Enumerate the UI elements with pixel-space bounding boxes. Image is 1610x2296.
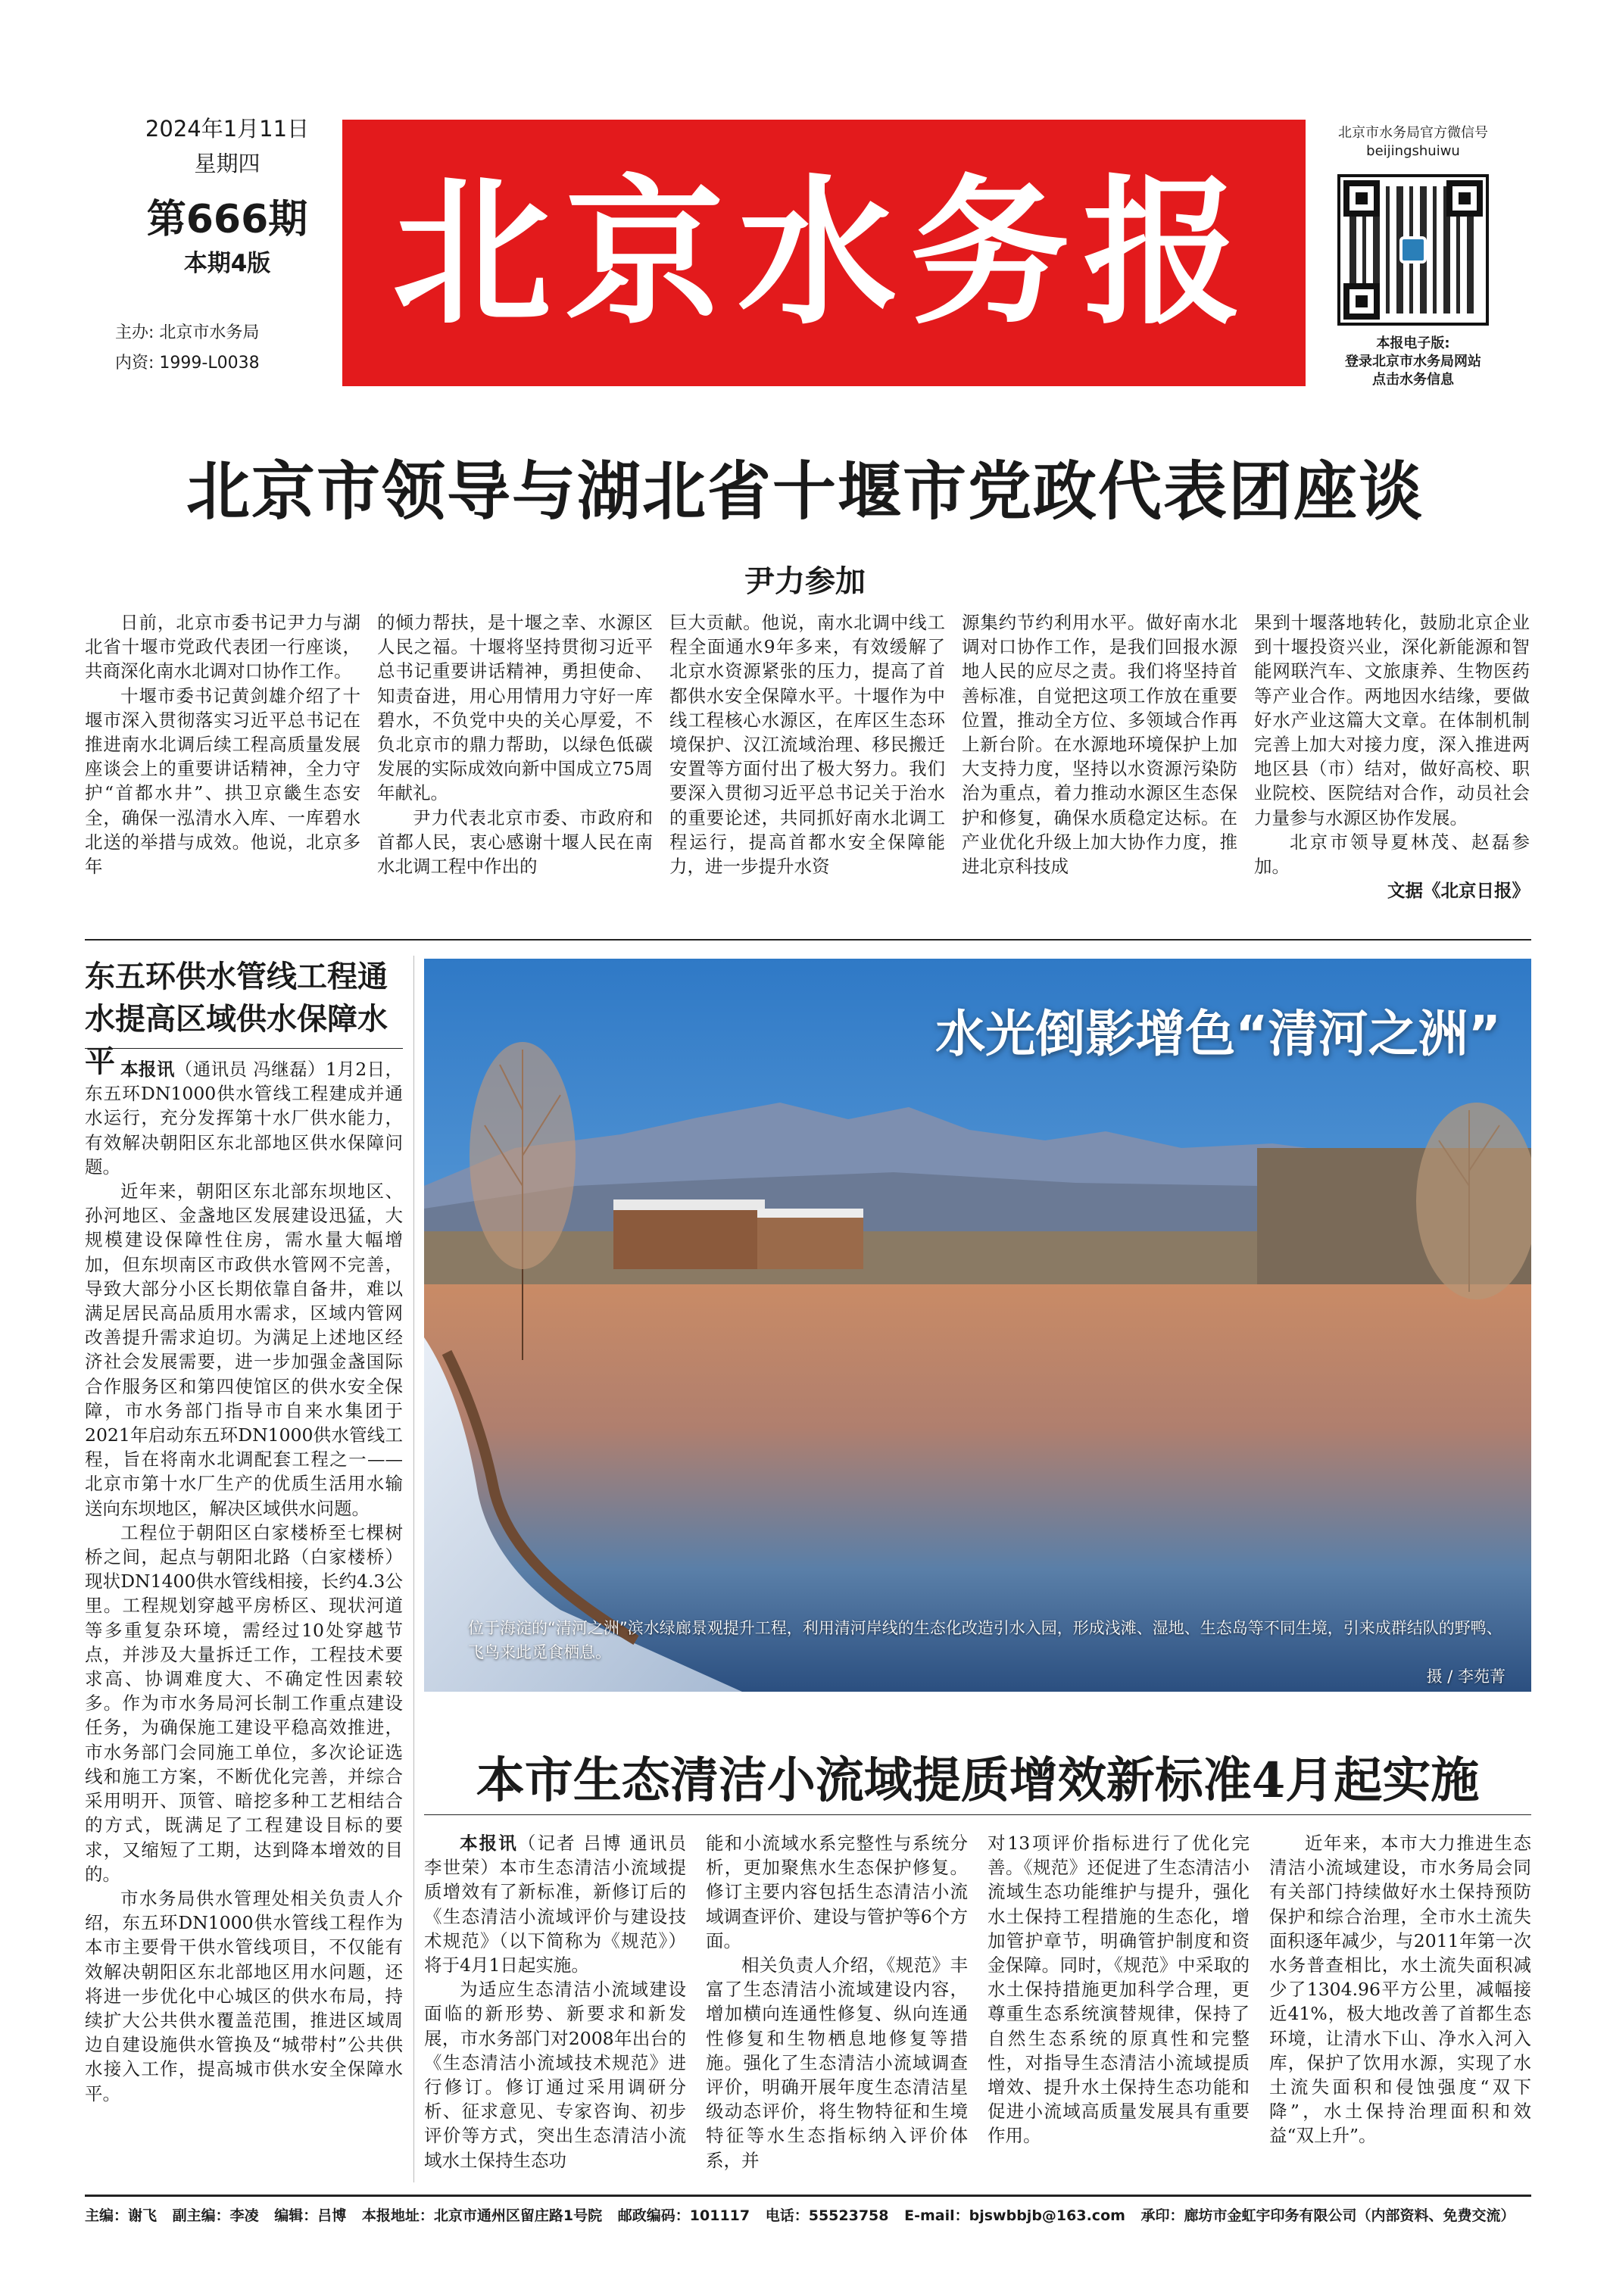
lead-paragraph: 尹力代表北京市委、市政府和首都人民，衷心感谢十堰人民在南水北调工程中作出的 [377, 806, 653, 878]
second-headline-rule [424, 1814, 1531, 1815]
epaper-label: 本报电子版: [1376, 335, 1450, 351]
lead-paragraph: 北京市领导夏林茂、赵磊参加。 [1254, 831, 1530, 878]
footer-postcode: 邮政编码：101117 [617, 2207, 750, 2224]
lead-column [377, 610, 653, 878]
footer-editor-in-chief: 主编：谢飞 [85, 2207, 158, 2224]
second-paragraph: 相关负责人介绍，《规范》丰富了生态清洁小流域建设内容，增加横向连通性修复、纵向连通性修复和生物栖息地修复等措施。强化了生态清洁小流域调查评价，明确开展年度生态清洁星级动态评价，将生物特征和生境特征等水生态指标纳入评价体系，并 [706, 1954, 968, 2171]
second-column [1269, 1831, 1531, 2148]
left-paragraph: 工程位于朝阳区白家楼桥至七棵树桥之间，起点与朝阳北路（白家楼桥）现状DN1400供水管线相接，长约4.3公里。工程规划穿越平房桥区、现状河道等多重复杂环境，需经过10处穿越节点，并涉及大量拆迁工作，工程技术要求高、协调难度大、不确定性因素较多。作为市水务局河长制工作重点建设任务，为确保施工建设平稳高效推进，市水务部门会同施工单位，多次论证选线和施工方案，不断优化完善，并综合采用明开、顶管、暗挖多种工艺相结合的方式，既满足了工程建设目标的要求，又缩短了工期，达到降本增效的目的。 [85, 1521, 403, 1885]
masthead-right [1322, 124, 1504, 389]
epaper-line3: 点击水务信息 [1372, 372, 1454, 388]
footer-email: E-mail：bjswbbjb@163.com [904, 2207, 1125, 2224]
lead-column [669, 610, 945, 878]
footer-editor: 编辑：吕博 [274, 2207, 347, 2224]
lead-paragraph: 的倾力帮扶，是十堰之幸、水源区人民之福。十堰将坚持贯彻习近平总书记重要讲话精神，勇担使命、知责奋进，用心用情用力守好一库碧水，不负党中央的关心厚爱，不负北京市的鼎力帮助，以绿色低碳发展的实际成效向新中国成立75周年献礼。 [377, 612, 653, 804]
left-paragraph: 市水务局供水管理处相关负责人介绍，东五环DN1000供水管线工程作为本市主要骨干供水管线项目，不仅能有效解决朝阳区东北部地区用水问题，还将进一步优化中心城区的供水布局，持续扩大公共供水覆盖范围，推进区域周边自建设施供水管换及“城带村”公共供水接入工作，提高城市供水安全保障水平。 [85, 1887, 403, 2104]
masthead-meta [115, 318, 260, 379]
lead-column [1254, 610, 1530, 903]
issue-number: 第666期 [146, 197, 308, 242]
second-byline-prefix: 本报讯 [460, 1833, 518, 1854]
byline-text: （通讯员 冯继磊）1月2日，东五环DN1000供水管线工程建成并通水运行，充分发挥第十水厂供水能力，有效解决朝阳区东北部地区供水保障问题。 [85, 1059, 404, 1178]
issue-pages: 本期4版 [183, 250, 271, 277]
newspaper-logo: 北京水务报 [392, 159, 1256, 346]
footer-deputy: 副主编：李凌 [172, 2207, 259, 2224]
photo-credit: 摄 / 李苑菁 [1426, 1667, 1505, 1686]
lead-paragraph: 巨大贡献。他说，南水北调中线工程全面通水9年多来，有效缓解了北京水资源紧张的压力，提高了首都供水安全保障水平。十堰作为中线工程核心水源区，在库区生态环境保护、汉江流域治理、移民搬迁安置等方面付出了极大努力。我们要深入贯彻习近平总书记关于治水的重要论述，共同抓好南水北调工程运行，提高首都水安全保障能力，进一步提升水资 [669, 612, 945, 878]
qr-code-icon[interactable] [1337, 174, 1489, 326]
second-byline-text: （记者 吕博 通讯员 李世荣）本市生态清洁小流域提质增效有了新标准，新修订后的《生态清洁小流域评价与建设技术规范》（以下简称为《规范》）将于4月1日起实施。 [424, 1833, 686, 1976]
lake-scene-image [424, 959, 1531, 1692]
second-paragraph: 对13项评价指标进行了优化完善。《规范》还促进了生态清洁小流域生态功能维护与提升，强化水土保持工程措施的生态化，增加管护章节，明确管护制度和资金保障。同时，《规范》中采取的水土保持措施更加科学合理，更尊重生态系统演替规律，保持了自然生态系统的原真性和完整性，对指导生态清洁小流域提质增效、提升水土保持生态功能和促进小流域高质量发展具有重要作用。 [988, 1833, 1250, 2147]
issue-weekday: 星期四 [194, 151, 261, 176]
byline-prefix: 本报讯 [120, 1059, 175, 1080]
lead-subhead: 尹力参加 [744, 564, 866, 599]
second-column [424, 1831, 686, 2173]
second-paragraph: 为适应生态清洁小流域建设面临的新形势、新要求和新发展，市水务部门对2008年出台的《生态清洁小流域技术规范》进行修订。修订通过采用调研分析、征求意见、专家咨询、初步评价等方式，突出生态清洁小流域水土保持生态功 [424, 1979, 686, 2171]
sponsor: 主办: 北京市水务局 [115, 323, 260, 342]
lead-column [962, 610, 1237, 878]
photo-title: 水光倒影增色“清河之洲” [935, 1005, 1501, 1063]
lead-paragraph: 日前，北京市委书记尹力与湖北省十堰市党政代表团一行座谈，共商深化南水北调对口协作工作。 [85, 612, 360, 682]
issue-date: 2024年1月11日 [145, 116, 310, 142]
left-article-body [85, 1057, 403, 2106]
second-headline: 本市生态清洁小流域提质增效新标准4月起实施 [476, 1752, 1480, 1809]
photo-caption-text: 位于海淀的“清河之洲”滨水绿廊景观提升工程，利用清河岸线的生态化改造引水入园，形成浅滩、湿地、生态岛等不同生境，引来成群结队的野鸭、飞鸟来此觅食栖息。 [468, 1619, 1502, 1661]
masthead-left [114, 114, 341, 280]
wechat-id: beijingshuiwu [1366, 143, 1460, 159]
section-divider [85, 939, 1531, 941]
logo-icon [1399, 236, 1427, 264]
footer-address: 本报地址：北京市通州区留庄路1号院 [361, 2207, 603, 2224]
second-paragraph: 能和小流域水系完整性与系统分析，更加聚焦水生态保护修复。修订主要内容包括生态清洁小流域调查评价、建设与管护等6个方面。 [706, 1833, 968, 1951]
permit-number: 内资: 1999-L0038 [115, 354, 260, 373]
second-byline [424, 1831, 686, 1977]
second-paragraph: 近年来，本市大力推进生态清洁小流域建设，市水务局会同有关部门持续做好水土保持预防保护和综合治理，全市水土流失面积逐年减少，与2011年第一次水务普查相比，水土流失面积减少了1304.96平方公里，减幅接近41%，极大地改善了首都生态环境，让清水下山、净水入河入库，保护了饮用水源，实现了水土流失面积和侵蚀强度“双下降”，水土保持治理面积和效益“双上升”。 [1269, 1833, 1531, 2147]
footer-printer: 承印：廊坊市金虹宇印务有限公司（内部资料、免费交流） [1140, 2207, 1515, 2224]
column-divider [413, 956, 414, 2182]
lead-paragraph: 源集约节约利用水平。做好南水北调对口协作工作，是我们回报水源地人民的应尽之责。我们将坚持首善标准，自觉把这项工作放在重要位置，推动全方位、多领域合作再上新台阶。在水源地环境保护上加大支持力度，坚持以水资源污染防治为重点，着力推动水源区生态保护和修复，确保水质稳定达标。在产业优化升级上加大协作力度，推进北京科技成 [962, 612, 1237, 878]
epaper-line2: 登录北京市水务局网站 [1345, 354, 1481, 370]
lead-headline: 北京市领导与湖北省十堰市党政代表团座谈 [186, 454, 1424, 529]
feature-photo [424, 959, 1531, 1692]
lead-source: 文据《北京日报》 [1387, 880, 1530, 902]
left-paragraph: 近年来，朝阳区东北部东坝地区、孙河地区、金盏地区发展建设迅猛，大规模建设保障性住房，需水量大幅增加，但东坝南区市政供水管网不完善，导致大部分小区长期依靠自备井，难以满足居民高品质用水需求，区域内管网改善提升需求迫切。为满足上述地区经济社会发展需要，进一步加强金盏国际合作服务区和第四使馆区的供水安全保障，市水务部门指导市自来水集团于2021年启动东五环DN1000供水管线工程，旨在将南水北调配套工程之一——北京市第十水厂生产的优质生活用水输送向东坝地区，解决区域供水问题。 [85, 1181, 403, 1519]
lead-paragraph: 果到十堰落地转化，鼓励北京企业到十堰投资兴业，深化新能源和智能网联汽车、文旅康养、生物医药等产业合作。两地因水结缘，要做好水产业这篇大文章。在体制机制完善上加大对接力度，深入推进两地区县（市）结对，做好高校、职业院校、医院结对合作，动员社会力量参与水源区协作发展。 [1254, 612, 1530, 828]
lead-column [85, 610, 360, 878]
footer-phone: 电话：55523758 [765, 2207, 889, 2224]
photo-caption [468, 1616, 1505, 1689]
left-article-title: 东五环供水管线工程通水提高区域供水保障水平 [85, 959, 388, 1079]
second-column [988, 1831, 1250, 2148]
masthead-banner [342, 120, 1306, 386]
footer [85, 2195, 1531, 2225]
left-title-rule [85, 1048, 403, 1049]
second-column [706, 1831, 968, 2173]
wechat-label: 北京市水务局官方微信号 [1338, 125, 1488, 141]
lead-paragraph: 十堰市委书记黄剑雄介绍了十堰市深入贯彻落实习近平总书记在推进南水北调后续工程高质量发展座谈会上的重要讲话精神，全力守护“首都水井”、拱卫京畿生态安全，确保一泓清水入库、一库碧水北送的举措与成效。他说，北京多年 [85, 685, 360, 878]
